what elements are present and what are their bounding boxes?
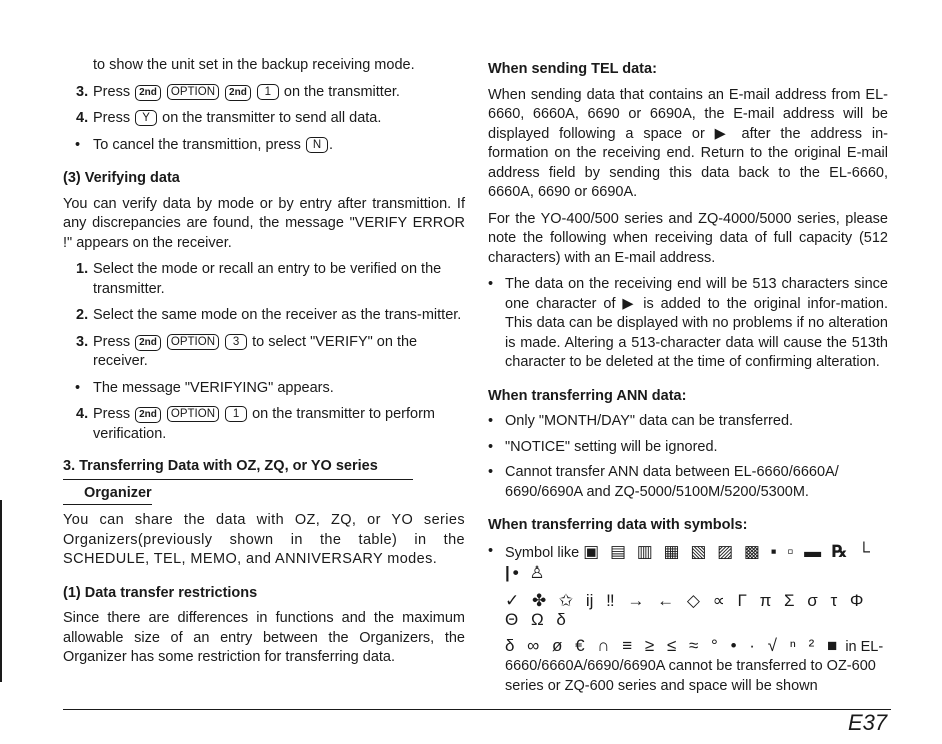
verify-step-3: 3. Press 2nd OPTION 3 to select "VERIFY" on the receiver. [76,333,418,369]
key-2nd: 2nd [135,85,161,101]
footer-rule [63,709,891,710]
tel-paragraph-1: When sending data that contains an E-mail address from EL-6660, 6660A, 6690 or 6690A, the E-mail address will be displayed following a space or ▶ after the address in-formation on the receiving end. Return to the original E-mail address field by sending this data back to the EL-6660, 6660A, 6690 or 6690A. [488,86,888,200]
heading-symbols: When transferring data with symbols: [488,517,748,533]
key-y: Y [135,110,157,126]
left-column [63,56,465,675]
restrictions-paragraph: Since there are differences in functions and the maximum allowable size of an entry between the Organizers, the Organizer has some restriction for transferring data. [63,610,465,665]
continuation-line: to show the unit set in the backup receiving mode. [93,57,415,73]
ann-bullet: • Only "MONTH/DAY" data can be transferred. [488,413,794,429]
symbol-glyphs: ✓ ✤ ✩ ĳ ‼ → ← ◇ ∝ Γ π Σ σ τ Φ Θ Ω δ [505,590,868,629]
symbol-glyphs: ▣ ▤ ▥ ▦ ▧ ▨ ▩ ▪ ▫ ▬ ℞ └ |• ♙ [505,541,873,582]
bullet-cancel: • To cancel the transmittion, press N . [75,136,333,153]
key-1: 1 [225,406,247,422]
heading-transfer-restrictions: (1) Data transfer restrictions [63,584,258,601]
step-3-press-keys: 3. Press 2nd OPTION 2nd 1 on the transmitter. [76,83,400,100]
verify-bullet: • The message "VERIFYING" appears. [75,379,334,396]
share-paragraph: You can share the data with OZ, ZQ, or YO series Organizers(previously shown in the table) in the SCHEDULE, TEL, MEMO, and ANNIVERSARY modes. [63,512,465,567]
page-number: E37 [848,710,888,735]
ann-bullet: • Cannot transfer ANN data between EL-6660/6660A/ 6690/6690A and ZQ-5000/5100M/5200/5300M. [488,464,839,500]
section-title: 3. Transferring Data with OZ, ZQ, or YO series Organizer [63,457,465,505]
verify-step-4: 4. Press 2nd OPTION 1 on the transmitter to perform verification. [76,406,436,442]
heading-tel: When sending TEL data: [488,61,657,77]
key-option: OPTION [167,84,219,100]
verify-step-1: 1. Select the mode or recall an entry to be verified on the transmitter. [76,261,442,297]
key-2nd: 2nd [135,407,161,423]
key-2nd: 2nd [225,85,251,101]
key-1: 1 [257,84,279,100]
verify-paragraph: You can verify data by mode or by entry after transmittion. If any discrepancies are found, the message "VERIFY ERROR !" appears on the receiver. [63,195,465,251]
margin-bar [0,500,2,682]
key-3: 3 [225,334,247,350]
step-4-send-all: 4. Press Y on the transmitter to send all data. [76,110,382,126]
tel-paragraph-2: For the YO-400/500 series and ZQ-4000/5000 series, please note the following when receiving data of full capacity (512 characters) with an E-mail address. [488,210,888,266]
heading-verifying-data: (3) Verifying data [63,170,180,186]
symbol-glyphs: δ ∞ ø € ∩ ≡ ≥ ≤ ≈ ° • · √ ⁿ ² ■ [505,635,842,655]
verify-step-2: 2. Select the same mode on the receiver as the trans-mitter. [76,307,462,323]
ann-bullet: • "NOTICE" setting will be ignored. [488,438,718,455]
right-column [488,56,888,702]
heading-ann: When transferring ANN data: [488,387,687,404]
tel-bullet: • The data on the receiving end will be 513 characters since one character of ▶ is added to the original infor-mation. This data can be displayed with no problems if no alteration is made. Altering a 513-character data will cause the 513th character to be deleted at the time of confirming alteration. [488,276,888,370]
key-option: OPTION [167,334,219,350]
key-option: OPTION [167,406,219,422]
key-n: N [306,137,328,153]
key-2nd: 2nd [135,335,161,351]
symbols-bullet: • Symbol like ▣ ▤ ▥ ▦ ▧ ▨ ▩ ▪ ▫ ▬ ℞ └ |• ♙ ✓ ✤ ✩ ĳ ‼ → ← ◇ ∝ Γ π Σ σ τ Φ Θ Ω δ δ ∞ ø € ∩ ≡ ≥ ≤ ≈ ° • · √ ⁿ ² ■ in EL-6660/6660A/6690/6690A cannot be transferred to OZ-600 series or ZQ-600 series and space will be shown [488,542,888,697]
